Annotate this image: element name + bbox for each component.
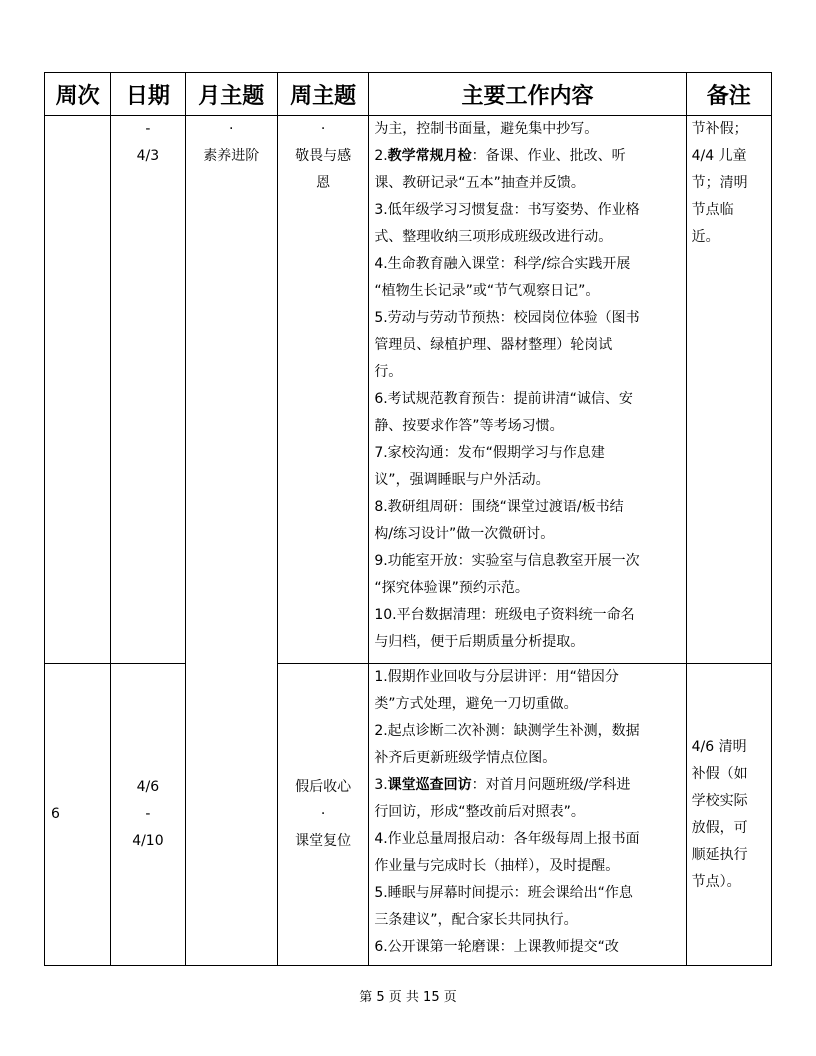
header-month-theme: 月主题 (185, 73, 277, 116)
bold-heading: 课堂巡查回访 (387, 777, 472, 793)
header-date: 日期 (111, 73, 185, 116)
header-row (45, 73, 772, 116)
notes-cell: 4/6 清明 补假（如 学校实际 放假，可 顺延执行 节点）。 (686, 664, 771, 966)
header-week-theme: 周主题 (277, 73, 368, 116)
week-cell: 6 (45, 664, 111, 966)
table-row (45, 664, 772, 966)
week-theme-cell: 假后收心 · 课堂复位 (277, 664, 368, 966)
month-theme-cell: · 素养进阶 (185, 116, 277, 966)
work-plan-table (44, 72, 772, 966)
main-content-cell: 1.假期作业回收与分层讲评：用“错因分 类”方式处理，避免一刀切重做。 2.起点诊断二次补测：缺测学生补测，数据 补齐后更新班级学情点位图。 3.课堂巡查回访：对首月问题班级/学科进 行回访，形成“整改前后对照表”。 4.作业总量周报启动：各年级每周上报书面 作业量与完成时长（抽样），及时提醒。 5.睡眠与屏幕时间提示：班会课给出“作息 三条建议”，配合家长共同执行。 6.公开课第一轮磨课：上课教师提交“改 (369, 664, 686, 966)
week-theme-cell: · 敬畏与感 恩 (277, 116, 368, 664)
header-notes: 备注 (686, 73, 771, 116)
week-cell (45, 116, 111, 664)
header-week: 周次 (45, 73, 111, 116)
table-row (45, 116, 772, 664)
date-cell: - 4/3 (111, 116, 185, 664)
bold-heading: 教学常规月检 (387, 148, 472, 164)
page-footer: 第 5 页 共 15 页 (359, 990, 457, 1005)
main-content-cell: 为主，控制书面量，避免集中抄写。 2.教学常规月检：备课、作业、批改、听 课、教研记录“五本”抽查并反馈。 3.低年级学习习惯复盘：书写姿势、作业格 式、整理收纳三项形成班级改进行动。 4.生命教育融入课堂：科学/综合实践开展 “植物生长记录”或“节气观察日记”。 5.劳动与劳动节预热：校园岗位体验（图书 管理员、绿植护理、器材整理）轮岗试 行。 6.考试规范教育预告：提前讲清“诚信、安 静、按要求作答”等考场习惯。 7.家校沟通：发布“假期学习与作息建 议”，强调睡眠与户外活动。 8.教研组周研：围绕“课堂过渡语/板书结 构/练习设计”做一次微研讨。 9.功能室开放：实验室与信息教室开展一次 “探究体验课”预约示范。 10.平台数据清理：班级电子资料统一命名 与归档，便于后期质量分析提取。 (369, 116, 686, 664)
notes-cell: 节补假； 4/4 儿童 节；清明 节点临 近。 (686, 116, 771, 664)
date-cell: 4/6 - 4/10 (111, 664, 185, 966)
header-main-content: 主要工作内容 (369, 73, 686, 116)
